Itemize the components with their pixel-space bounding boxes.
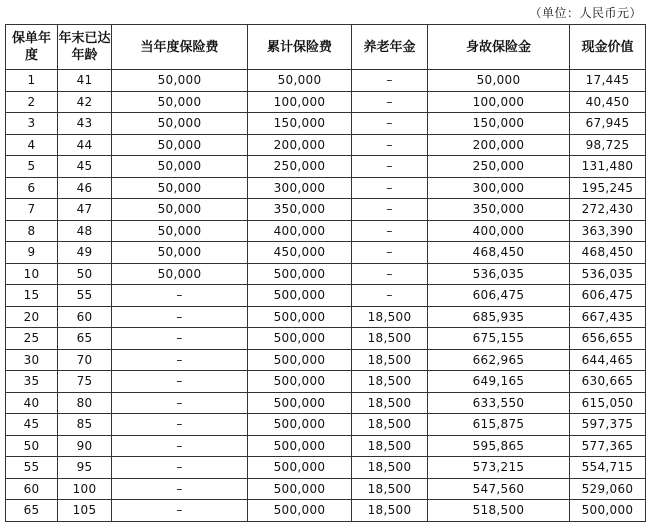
cell-cash-value: 630,665 xyxy=(570,371,646,393)
cell-annual-premium: 50,000 xyxy=(112,91,248,113)
table-row xyxy=(6,70,646,92)
cell-death-benefit: 595,865 xyxy=(428,435,570,457)
cell-annual-premium: 50,000 xyxy=(112,113,248,135)
cell-pension-annuity: – xyxy=(352,134,428,156)
cell-pension-annuity: – xyxy=(352,70,428,92)
cell-age-at-year-end: 80 xyxy=(58,392,112,414)
cell-age-at-year-end: 47 xyxy=(58,199,112,221)
cell-age-at-year-end: 48 xyxy=(58,220,112,242)
cell-death-benefit: 536,035 xyxy=(428,263,570,285)
cell-death-benefit: 662,965 xyxy=(428,349,570,371)
cell-age-at-year-end: 43 xyxy=(58,113,112,135)
cell-annual-premium: 50,000 xyxy=(112,263,248,285)
cell-death-benefit: 633,550 xyxy=(428,392,570,414)
cell-policy-year: 65 xyxy=(6,500,58,522)
cell-cumulative-premium: 200,000 xyxy=(248,134,352,156)
header-pension-annuity: 养老年金 xyxy=(352,25,428,70)
cell-cash-value: 667,435 xyxy=(570,306,646,328)
header-annual-premium: 当年度保险费 xyxy=(112,25,248,70)
table-row xyxy=(6,242,646,264)
cell-policy-year: 45 xyxy=(6,414,58,436)
cell-cash-value: 656,655 xyxy=(570,328,646,350)
cell-annual-premium: – xyxy=(112,435,248,457)
table-row xyxy=(6,349,646,371)
header-policy-year: 保单年度 xyxy=(6,25,58,70)
cell-death-benefit: 518,500 xyxy=(428,500,570,522)
cell-annual-premium: 50,000 xyxy=(112,220,248,242)
table-row xyxy=(6,263,646,285)
cell-pension-annuity: 18,500 xyxy=(352,349,428,371)
cell-policy-year: 3 xyxy=(6,113,58,135)
cell-cumulative-premium: 500,000 xyxy=(248,349,352,371)
cell-pension-annuity: – xyxy=(352,285,428,307)
cell-annual-premium: 50,000 xyxy=(112,134,248,156)
cell-age-at-year-end: 105 xyxy=(58,500,112,522)
cell-annual-premium: – xyxy=(112,457,248,479)
cell-death-benefit: 400,000 xyxy=(428,220,570,242)
cell-age-at-year-end: 100 xyxy=(58,478,112,500)
cell-age-at-year-end: 55 xyxy=(58,285,112,307)
cell-cash-value: 67,945 xyxy=(570,113,646,135)
table-row xyxy=(6,199,646,221)
cell-cumulative-premium: 500,000 xyxy=(248,457,352,479)
cell-cumulative-premium: 50,000 xyxy=(248,70,352,92)
cell-death-benefit: 685,935 xyxy=(428,306,570,328)
cell-cumulative-premium: 500,000 xyxy=(248,500,352,522)
table-row xyxy=(6,392,646,414)
cell-annual-premium: 50,000 xyxy=(112,177,248,199)
cell-cash-value: 40,450 xyxy=(570,91,646,113)
unit-note: （单位：人民币元） xyxy=(529,6,642,20)
cell-policy-year: 35 xyxy=(6,371,58,393)
cell-death-benefit: 200,000 xyxy=(428,134,570,156)
cell-cumulative-premium: 400,000 xyxy=(248,220,352,242)
cell-pension-annuity: 18,500 xyxy=(352,457,428,479)
table-row xyxy=(6,134,646,156)
table-row xyxy=(6,328,646,350)
table-row xyxy=(6,113,646,135)
cell-death-benefit: 250,000 xyxy=(428,156,570,178)
cell-age-at-year-end: 49 xyxy=(58,242,112,264)
cell-age-at-year-end: 42 xyxy=(58,91,112,113)
cell-policy-year: 2 xyxy=(6,91,58,113)
cell-cash-value: 597,375 xyxy=(570,414,646,436)
cell-death-benefit: 350,000 xyxy=(428,199,570,221)
cell-cumulative-premium: 500,000 xyxy=(248,435,352,457)
cell-annual-premium: – xyxy=(112,478,248,500)
cell-cash-value: 615,050 xyxy=(570,392,646,414)
cell-cumulative-premium: 500,000 xyxy=(248,392,352,414)
cell-cumulative-premium: 500,000 xyxy=(248,371,352,393)
cell-pension-annuity: – xyxy=(352,242,428,264)
cell-cash-value: 195,245 xyxy=(570,177,646,199)
cell-cash-value: 272,430 xyxy=(570,199,646,221)
cell-cumulative-premium: 500,000 xyxy=(248,263,352,285)
cell-death-benefit: 615,875 xyxy=(428,414,570,436)
cell-pension-annuity: 18,500 xyxy=(352,500,428,522)
table-row xyxy=(6,478,646,500)
cell-pension-annuity: – xyxy=(352,113,428,135)
cell-policy-year: 10 xyxy=(6,263,58,285)
cell-death-benefit: 649,165 xyxy=(428,371,570,393)
cell-age-at-year-end: 44 xyxy=(58,134,112,156)
cell-cash-value: 577,365 xyxy=(570,435,646,457)
cell-policy-year: 50 xyxy=(6,435,58,457)
cell-cash-value: 363,390 xyxy=(570,220,646,242)
cell-death-benefit: 100,000 xyxy=(428,91,570,113)
cell-pension-annuity: 18,500 xyxy=(352,414,428,436)
cell-age-at-year-end: 95 xyxy=(58,457,112,479)
cell-cash-value: 554,715 xyxy=(570,457,646,479)
cell-annual-premium: – xyxy=(112,285,248,307)
cell-death-benefit: 150,000 xyxy=(428,113,570,135)
cell-death-benefit: 50,000 xyxy=(428,70,570,92)
cell-pension-annuity: – xyxy=(352,91,428,113)
cell-pension-annuity: 18,500 xyxy=(352,478,428,500)
cell-age-at-year-end: 75 xyxy=(58,371,112,393)
cell-policy-year: 25 xyxy=(6,328,58,350)
table-row xyxy=(6,371,646,393)
cell-age-at-year-end: 45 xyxy=(58,156,112,178)
cell-cumulative-premium: 500,000 xyxy=(248,478,352,500)
cell-death-benefit: 547,560 xyxy=(428,478,570,500)
table-row xyxy=(6,435,646,457)
cell-annual-premium: 50,000 xyxy=(112,242,248,264)
cell-cash-value: 98,725 xyxy=(570,134,646,156)
cell-cash-value: 500,000 xyxy=(570,500,646,522)
cell-cash-value: 17,445 xyxy=(570,70,646,92)
cell-cumulative-premium: 500,000 xyxy=(248,328,352,350)
cell-pension-annuity: 18,500 xyxy=(352,328,428,350)
cell-cash-value: 468,450 xyxy=(570,242,646,264)
cell-cumulative-premium: 150,000 xyxy=(248,113,352,135)
cell-policy-year: 60 xyxy=(6,478,58,500)
cell-policy-year: 15 xyxy=(6,285,58,307)
cell-policy-year: 30 xyxy=(6,349,58,371)
header-cumulative-premium: 累计保险费 xyxy=(248,25,352,70)
table-row xyxy=(6,457,646,479)
header-death-benefit: 身故保险金 xyxy=(428,25,570,70)
cell-annual-premium: – xyxy=(112,500,248,522)
cell-policy-year: 7 xyxy=(6,199,58,221)
header-cash-value: 现金价值 xyxy=(570,25,646,70)
cell-pension-annuity: 18,500 xyxy=(352,392,428,414)
cell-cash-value: 131,480 xyxy=(570,156,646,178)
cell-age-at-year-end: 46 xyxy=(58,177,112,199)
cell-pension-annuity: – xyxy=(352,177,428,199)
cell-cumulative-premium: 350,000 xyxy=(248,199,352,221)
cell-cumulative-premium: 250,000 xyxy=(248,156,352,178)
cell-age-at-year-end: 41 xyxy=(58,70,112,92)
cell-cumulative-premium: 300,000 xyxy=(248,177,352,199)
cell-cumulative-premium: 450,000 xyxy=(248,242,352,264)
cell-policy-year: 6 xyxy=(6,177,58,199)
header-age-at-year-end: 年末已达年龄 xyxy=(58,25,112,70)
cell-cumulative-premium: 500,000 xyxy=(248,306,352,328)
table-row xyxy=(6,285,646,307)
cell-pension-annuity: – xyxy=(352,199,428,221)
cell-cumulative-premium: 100,000 xyxy=(248,91,352,113)
cell-policy-year: 8 xyxy=(6,220,58,242)
cell-pension-annuity: 18,500 xyxy=(352,371,428,393)
cell-cash-value: 536,035 xyxy=(570,263,646,285)
cell-death-benefit: 573,215 xyxy=(428,457,570,479)
table-row xyxy=(6,156,646,178)
cell-policy-year: 55 xyxy=(6,457,58,479)
cell-annual-premium: – xyxy=(112,328,248,350)
cell-pension-annuity: 18,500 xyxy=(352,435,428,457)
table-body xyxy=(6,70,646,522)
cell-death-benefit: 468,450 xyxy=(428,242,570,264)
cell-cash-value: 644,465 xyxy=(570,349,646,371)
cell-policy-year: 40 xyxy=(6,392,58,414)
cell-annual-premium: – xyxy=(112,392,248,414)
cell-death-benefit: 606,475 xyxy=(428,285,570,307)
cell-age-at-year-end: 65 xyxy=(58,328,112,350)
cell-death-benefit: 300,000 xyxy=(428,177,570,199)
cell-cumulative-premium: 500,000 xyxy=(248,285,352,307)
table-header-row xyxy=(6,25,646,70)
cell-annual-premium: 50,000 xyxy=(112,70,248,92)
cell-annual-premium: – xyxy=(112,306,248,328)
cell-cumulative-premium: 500,000 xyxy=(248,414,352,436)
cell-annual-premium: – xyxy=(112,414,248,436)
cell-policy-year: 4 xyxy=(6,134,58,156)
table-row xyxy=(6,306,646,328)
cell-pension-annuity: – xyxy=(352,220,428,242)
cell-age-at-year-end: 70 xyxy=(58,349,112,371)
cell-death-benefit: 675,155 xyxy=(428,328,570,350)
cell-annual-premium: 50,000 xyxy=(112,156,248,178)
cell-annual-premium: – xyxy=(112,371,248,393)
cell-cash-value: 606,475 xyxy=(570,285,646,307)
cell-policy-year: 5 xyxy=(6,156,58,178)
cell-age-at-year-end: 60 xyxy=(58,306,112,328)
cell-pension-annuity: – xyxy=(352,263,428,285)
table-row xyxy=(6,414,646,436)
cell-age-at-year-end: 90 xyxy=(58,435,112,457)
table-row xyxy=(6,91,646,113)
cell-policy-year: 1 xyxy=(6,70,58,92)
table-row xyxy=(6,177,646,199)
cell-pension-annuity: – xyxy=(352,156,428,178)
cell-annual-premium: – xyxy=(112,349,248,371)
cell-age-at-year-end: 50 xyxy=(58,263,112,285)
table-row xyxy=(6,220,646,242)
table-row xyxy=(6,500,646,522)
benefit-table xyxy=(5,24,646,522)
cell-annual-premium: 50,000 xyxy=(112,199,248,221)
cell-cash-value: 529,060 xyxy=(570,478,646,500)
cell-policy-year: 20 xyxy=(6,306,58,328)
cell-age-at-year-end: 85 xyxy=(58,414,112,436)
cell-policy-year: 9 xyxy=(6,242,58,264)
cell-pension-annuity: 18,500 xyxy=(352,306,428,328)
